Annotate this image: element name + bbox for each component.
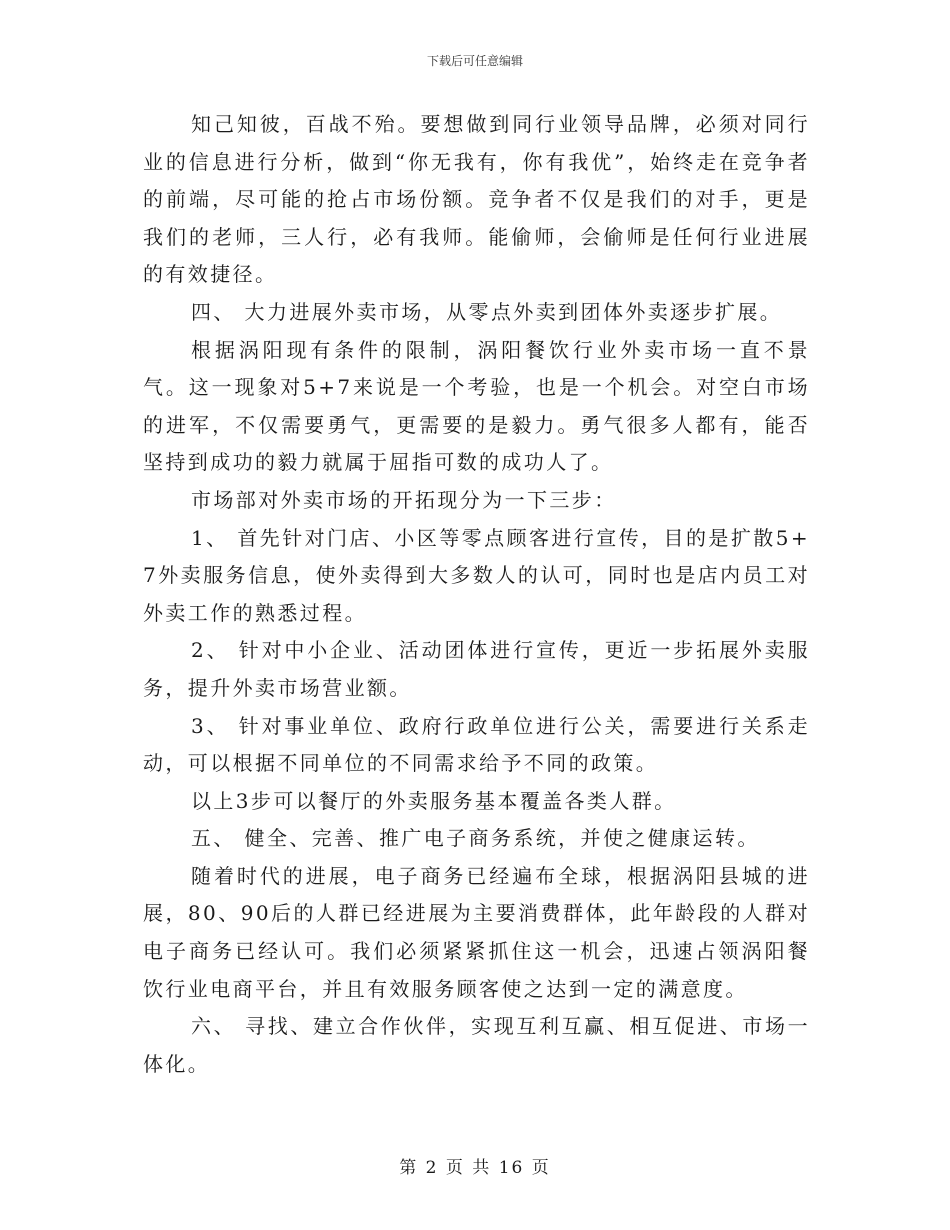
- document-body: [143, 106, 810, 1083]
- list-item-step-1: 1、 首先针对门店、小区等零点顾客进行宣传，目的是扩散5+7外卖服务信息，使外卖得到大多数人的认可，同时也是店内员工对外卖工作的熟悉过程。: [143, 525, 810, 625]
- paragraph-steps-summary: 以上3步可以餐厅的外卖服务基本覆盖各类人群。: [191, 788, 677, 813]
- section-heading-6: 六、 寻找、建立合作伙伴，实现互利互赢、相互促进、市场一体化。: [143, 1014, 810, 1076]
- section-heading-5: 五、 健全、完善、推广电子商务系统，并使之健康运转。: [191, 826, 760, 851]
- page-number: 第 2 页 共 16 页: [399, 1158, 551, 1178]
- page-header-note: 下载后可任意编辑: [426, 54, 523, 68]
- paragraph-ecommerce: 随着时代的进展，电子商务已经遍布全球，根据涡阳县城的进展，80、90后的人群已经进展为主要消费群体，此年龄段的人群对电子商务已经认可。我们必须紧紧抓住这一机会，迅速占领涡阳餐饮行业电商平台，并且有效服务顾客使之达到一定的满意度。: [143, 863, 810, 1001]
- list-item-step-2: 2、 针对中小企业、活动团体进行宣传，更近一步拓展外卖服务，提升外卖市场营业额。: [143, 638, 810, 700]
- paragraph-three-steps-intro: 市场部对外卖市场的开拓现分为一下三步：: [191, 487, 617, 512]
- paragraph-know-competitors: 知己知彼，百战不殆。要想做到同行业领导品牌，必须对同行业的信息进行分析，做到“你无我有，你有我优”，始终走在竞争者的前端，尽可能的抢占市场份额。竞争者不仅是我们的对手，更是我们的老师，三人行，必有我师。能偷师，会偷师是任何行业进展的有效捷径。: [143, 112, 810, 287]
- list-item-step-3: 3、 针对事业单位、政府行政单位进行公关，需要进行关系走动，可以根据不同单位的不同需求给予不同的政策。: [143, 713, 810, 776]
- paragraph-takeout-market: 根据涡阳现有条件的限制，涡阳餐饮行业外卖市场一直不景气。这一现象对5+7来说是一个考验，也是一个机会。对空白市场的进军，不仅需要勇气，更需要的是毅力。勇气很多人都有，能否坚持到成功的毅力就属于屈指可数的成功人了。: [143, 337, 810, 475]
- section-heading-4: 四、 大力进展外卖市场，从零点外卖到团体外卖逐步扩展。: [191, 299, 783, 324]
